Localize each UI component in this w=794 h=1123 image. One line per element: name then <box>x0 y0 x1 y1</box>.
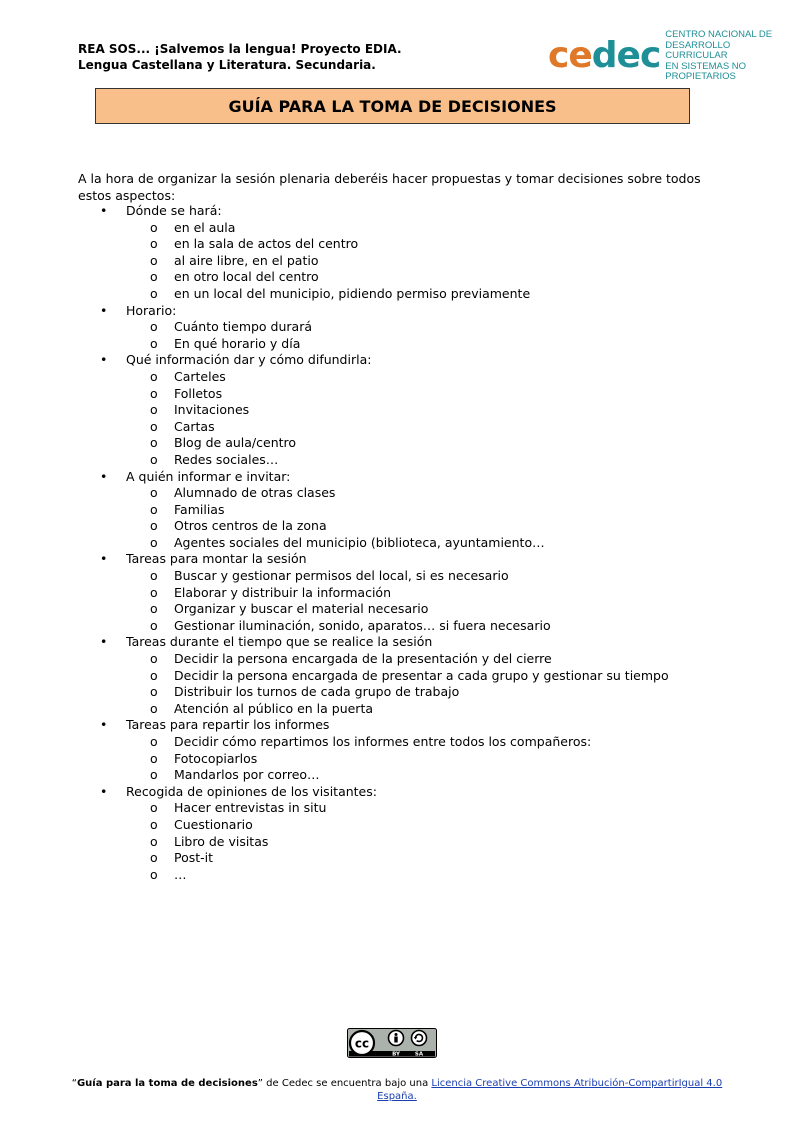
header-line-1: REA SOS... ¡Salvemos la lengua! Proyecto EDIA. <box>78 42 402 56</box>
section-label: • A quién informar e invitar: <box>126 468 291 484</box>
list-item: o Mandarlos por correo… <box>126 767 669 784</box>
list-item: o Buscar y gestionar permisos del local, si es necesario <box>126 568 669 585</box>
list-item: o Post-it <box>126 850 669 867</box>
list-item: o Gestionar iluminación, sonido, aparatos… si fuera necesario <box>126 618 669 635</box>
section-item <box>78 203 669 303</box>
list-item: o en otro local del centro <box>126 269 669 286</box>
logo-word <box>548 35 661 77</box>
section-item <box>78 717 669 783</box>
list-item: o en un local del municipio, pidiendo permiso previamente <box>126 286 669 303</box>
section-label: • Tareas para montar la sesión <box>126 551 307 567</box>
cc-by-sa-icon <box>347 1028 437 1058</box>
list-item: o Familias <box>126 502 669 519</box>
list-item: o Hacer entrevistas in situ <box>126 800 669 817</box>
decision-list <box>78 203 669 883</box>
list-item: o Cuestionario <box>126 817 669 834</box>
section-label: • Tareas para repartir los informes <box>126 717 330 733</box>
list-item: o Otros centros de la zona <box>126 518 669 535</box>
list-item: o Agentes sociales del municipio (biblioteca, ayuntamiento… <box>126 535 669 552</box>
list-item: o Atención al público en la puerta <box>126 701 669 718</box>
list-item: o Distribuir los turnos de cada grupo de trabajo <box>126 684 669 701</box>
list-item: o Fotocopiarlos <box>126 751 669 768</box>
page-title: GUÍA PARA LA TOMA DE DECISIONES <box>228 96 557 116</box>
section-item <box>78 551 669 634</box>
sub-list <box>126 734 669 784</box>
license-link[interactable]: Licencia Creative Commons Atribución-CompartirIgual 4.0 España. <box>377 1078 723 1102</box>
section-label: • Horario: <box>126 302 177 318</box>
list-item: o Alumnado de otras clases <box>126 485 669 502</box>
list-item: o Blog de aula/centro <box>126 435 669 452</box>
list-item: o Decidir la persona encargada de presentar a cada grupo y gestionar su tiempo <box>126 668 669 685</box>
cc-sa-label: SA <box>414 1051 424 1058</box>
section-item <box>78 352 669 468</box>
sub-list <box>126 568 669 634</box>
cedec-logo <box>548 30 794 83</box>
sub-list <box>126 369 669 469</box>
list-item: o Elaborar y distribuir la información <box>126 585 669 602</box>
logo-sub-line-2: DESARROLLO CURRICULAR <box>665 39 731 61</box>
list-item: o En qué horario y día <box>126 336 669 353</box>
list-item: o Cuánto tiempo durará <box>126 319 669 336</box>
sub-list <box>126 651 669 717</box>
section-label: • Tareas durante el tiempo que se realice la sesión <box>126 634 433 650</box>
logo-word-part2: dec <box>591 35 661 77</box>
list-item: o en el aula <box>126 220 669 237</box>
footer-middle-text: ” de Cedec se encuentra bajo una <box>257 1078 432 1089</box>
list-item: o Redes sociales… <box>126 452 669 469</box>
section-label: • Dónde se hará: <box>126 203 222 218</box>
list-item: o Decidir cómo repartimos los informes entre todos los compañeros: <box>126 734 669 751</box>
section-item <box>78 303 669 353</box>
logo-sub-line-1: CENTRO NACIONAL DE <box>665 29 773 40</box>
header-text <box>78 41 402 73</box>
list-item: o Libro de visitas <box>126 834 669 851</box>
section-item <box>78 784 669 884</box>
list-item: o … <box>126 867 669 884</box>
svg-text:cc: cc <box>354 1036 370 1051</box>
section-label: • Qué información dar y cómo difundirla: <box>126 352 372 368</box>
section-item <box>78 634 669 717</box>
sub-list <box>126 800 669 883</box>
logo-sub-line-3: EN SISTEMAS NO PROPIETARIOS <box>665 60 747 82</box>
sub-list <box>126 220 669 303</box>
logo-subtitle <box>665 30 794 83</box>
footer-quote-open: “ <box>71 1078 77 1089</box>
sub-list <box>126 319 669 352</box>
section-label: • Recogida de opiniones de los visitantes: <box>126 783 377 799</box>
list-item: o Carteles <box>126 369 669 386</box>
list-item: o al aire libre, en el patio <box>126 253 669 270</box>
list-item: o Invitaciones <box>126 402 669 419</box>
title-box <box>95 88 690 124</box>
logo-word-part1: ce <box>548 35 592 77</box>
list-item: o en la sala de actos del centro <box>126 236 669 253</box>
intro-paragraph: A la hora de organizar la sesión plenaria deberéis hacer propuestas y tomar decisiones sobre todos estos aspectos: <box>78 171 701 203</box>
license-footer <box>60 1077 734 1103</box>
section-item <box>78 469 669 552</box>
list-item: o Organizar y buscar el material necesario <box>126 601 669 618</box>
sub-list <box>126 485 669 551</box>
header-line-2: Lengua Castellana y Literatura. Secundaria. <box>78 58 376 72</box>
cc-by-label: BY <box>392 1051 400 1058</box>
list-item: o Decidir la persona encargada de la presentación y del cierre <box>126 651 669 668</box>
list-item: o Folletos <box>126 386 669 403</box>
list-item: o Cartas <box>126 419 669 436</box>
footer-work-title: Guía para la toma de decisiones <box>76 1078 258 1089</box>
